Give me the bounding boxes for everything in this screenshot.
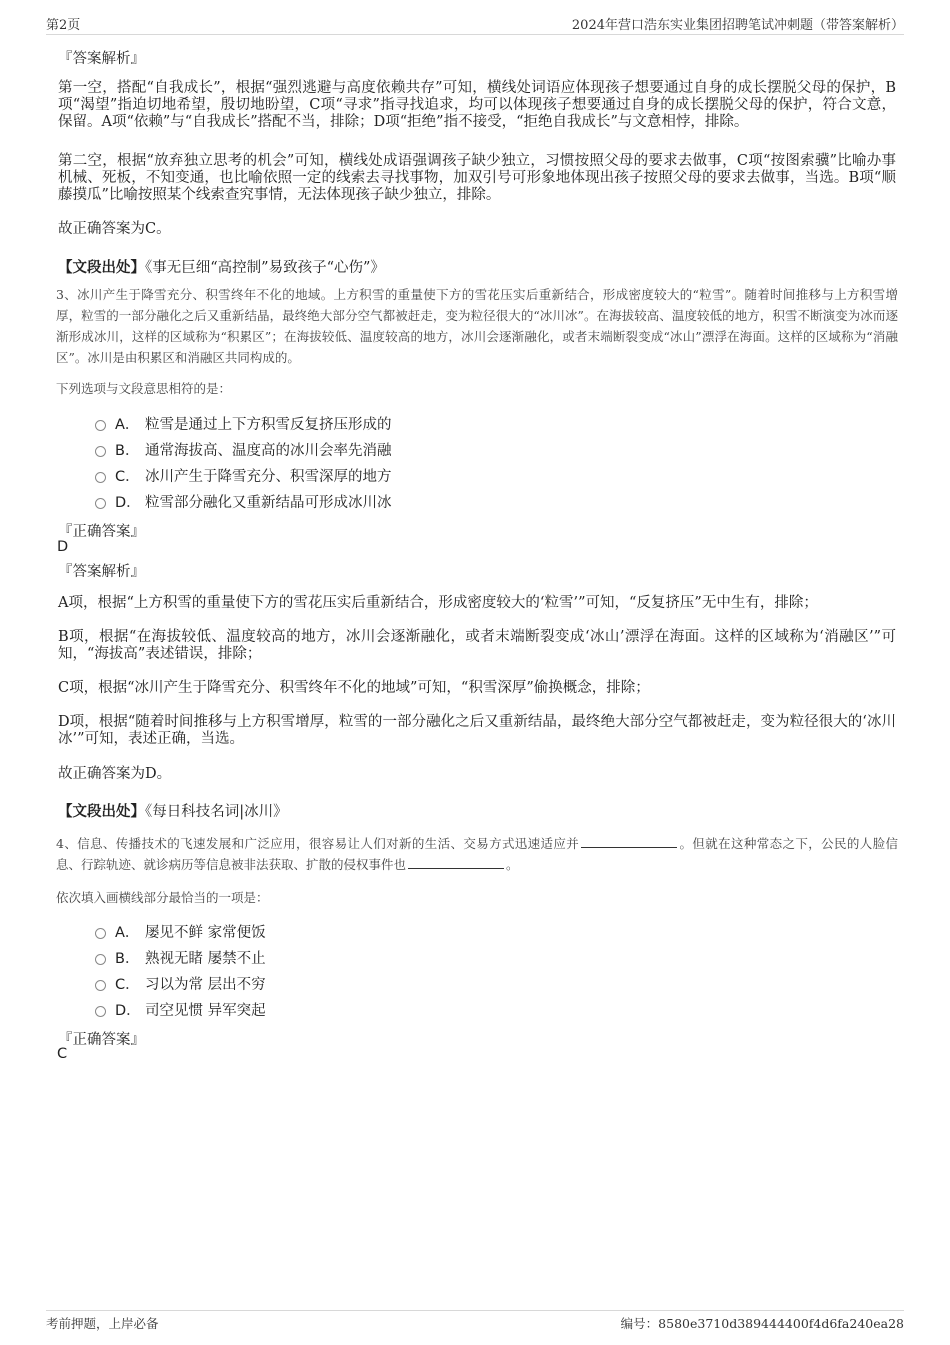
option-letter: B． [115, 950, 140, 967]
q2-conclusion: 故正确答案为C。 [58, 221, 171, 237]
option-letter: D． [115, 494, 141, 511]
q4-option-b[interactable] [95, 946, 266, 968]
option-letter: B． [115, 442, 140, 459]
q3-source [58, 800, 288, 821]
radio-icon[interactable] [95, 928, 106, 939]
q4-answer-label: 『正确答案』 [58, 1032, 145, 1048]
q2-source-title: 《事无巨细“高控制”易致孩子“心伤”》 [145, 260, 385, 276]
q3-ask: 下列选项与文段意思相符的是： [56, 381, 232, 396]
fill-blank-1[interactable] [581, 836, 677, 848]
q4-stem-part-3: 。 [506, 857, 519, 872]
footer-serial: 编号：8580e3710d389444400f4d6fa240ea28 [620, 1316, 904, 1331]
q4-stem-part-2: 。但就在这种常态之下，公民的人脸信息、行踪轨迹、就诊病历等信息被非法获取、扩散的侵权事件也 [56, 836, 898, 872]
q4-ask: 依次填入画横线部分最恰当的一项是： [56, 890, 269, 905]
q2-analysis-label: 『答案解析』 [58, 51, 145, 67]
page-footer [46, 1310, 904, 1335]
page-header [46, 12, 904, 35]
q4-option-d[interactable] [95, 998, 266, 1020]
q3-conclusion: 故正确答案为D。 [58, 766, 172, 782]
q4-stem-part-1: 4、信息、传播技术的飞速发展和广泛应用，很容易让人们对新的生活、交易方式迅速适应并 [56, 836, 580, 851]
radio-icon[interactable] [95, 1006, 106, 1017]
q3-source-title: 《每日科技名词|冰川》 [145, 804, 288, 820]
q3-analysis-c: C项，根据“冰川产生于降雪充分、积雪终年不化的地域”可知，“积雪深厚”偷换概念，排除； [58, 680, 650, 696]
q2-source [58, 256, 385, 277]
q3-answer-label: 『正确答案』 [58, 524, 145, 540]
option-letter: C． [115, 468, 140, 485]
q4-stem [56, 833, 898, 875]
q2-analysis-para-2: 第二空，根据“放弃独立思考的机会”可知，横线处成语强调孩子缺少独立，习惯按照父母的要求去做事，C项“按图索骥”比喻办事机械、死板，不知变通，也比喻依照一定的线索去寻找事物，加双引号可形象地体现出孩子按照父母的要求去做事，当选。B项“顺藤摸瓜”比喻按照某个线索查究事情，无法体现孩子缺少独立，排除。 [58, 153, 896, 203]
footer-motto: 考前押题，上岸必备 [46, 1316, 159, 1331]
q3-option-b[interactable] [95, 438, 392, 460]
option-text: 屡见不鲜 家常便饭 [145, 924, 266, 941]
q4-answer: C [57, 1046, 68, 1062]
option-text: 熟视无睹 屡禁不止 [145, 950, 266, 967]
q3-analysis-label: 『答案解析』 [58, 564, 145, 580]
option-letter: D． [115, 1002, 141, 1019]
q3-option-d[interactable] [95, 490, 392, 512]
page-number: 第2页 [46, 18, 81, 33]
q2-source-tag: 【文段出处】 [58, 259, 145, 276]
option-text: 冰川产生于降雪充分、积雪深厚的地方 [145, 468, 392, 485]
option-text: 司空见惯 异军突起 [145, 1002, 266, 1019]
q3-option-c[interactable] [95, 464, 392, 486]
q3-analysis-b: B项，根据“在海拔较低、温度较高的地方，冰川会逐渐融化，或者末端断裂变成‘冰山’漂浮在海面。这样的区域称为‘消融区’”可知，“海拔高”表述错误，排除； [58, 629, 896, 662]
option-letter: A． [115, 416, 140, 433]
q3-stem: 3、冰川产生于降雪充分、积雪终年不化的地域。上方积雪的重量使下方的雪花压实后重新结合，形成密度较大的“粒雪”。随着时间推移与上方积雪增厚，粒雪的一部分融化之后又重新结晶，最终绝大部分空气都被赶走，变为粒径很大的“冰川冰”。在海拔较高、温度较低的地方，积雪不断演变为冰而逐渐形成冰川，这样的区域称为“积累区”；在海拔较低、温度较高的地方，冰川会逐渐融化，或者末端断裂变成“冰山”漂浮在海面。这样的区域称为“消融区”。冰川是由积累区和消融区共同构成的。 [56, 287, 898, 365]
q2-analysis-para-1: 第一空，搭配“自我成长”，根据“强烈逃避与高度依赖共存”可知，横线处词语应体现孩子想要通过自身的成长摆脱父母的保护，B项“渴望”指迫切地希望，殷切地盼望，C项“寻求”指寻找追求，均可以体现孩子想要通过自身的成长摆脱父母的保护，符合文意，保留。A项“依赖”与“自我成长”搭配不当，排除；D项“拒绝”指不接受，“拒绝自我成长”与文意相悖，排除。 [58, 80, 896, 130]
option-text: 习以为常 层出不穷 [145, 976, 266, 993]
radio-icon[interactable] [95, 420, 106, 431]
radio-icon[interactable] [95, 446, 106, 457]
q3-answer: D [57, 539, 69, 555]
option-text: 通常海拔高、温度高的冰川会率先消融 [145, 442, 392, 459]
q4-option-a[interactable] [95, 920, 266, 942]
q3-option-a[interactable] [95, 412, 392, 434]
fill-blank-2[interactable] [408, 857, 504, 869]
radio-icon[interactable] [95, 954, 106, 965]
q3-analysis-d: D项，根据“随着时间推移与上方积雪增厚，粒雪的一部分融化之后又重新结晶，最终绝大部分空气都被赶走，变为粒径很大的‘冰川冰’”可知，表述正确，当选。 [58, 714, 896, 747]
radio-icon[interactable] [95, 980, 106, 991]
radio-icon[interactable] [95, 498, 106, 509]
q3-analysis-a: A项，根据“上方积雪的重量使下方的雪花压实后重新结合，形成密度较大的‘粒雪’”可知，“反复挤压”无中生有，排除； [58, 595, 818, 611]
q4-option-c[interactable] [95, 972, 266, 994]
q3-source-tag: 【文段出处】 [58, 803, 145, 820]
option-text: 粒雪是通过上下方积雪反复挤压形成的 [145, 416, 392, 433]
radio-icon[interactable] [95, 472, 106, 483]
option-text: 粒雪部分融化又重新结晶可形成冰川冰 [145, 494, 392, 511]
option-letter: A． [115, 924, 140, 941]
document-title: 2024年营口浩东实业集团招聘笔试冲刺题（带答案解析） [571, 18, 904, 33]
option-letter: C． [115, 976, 140, 993]
